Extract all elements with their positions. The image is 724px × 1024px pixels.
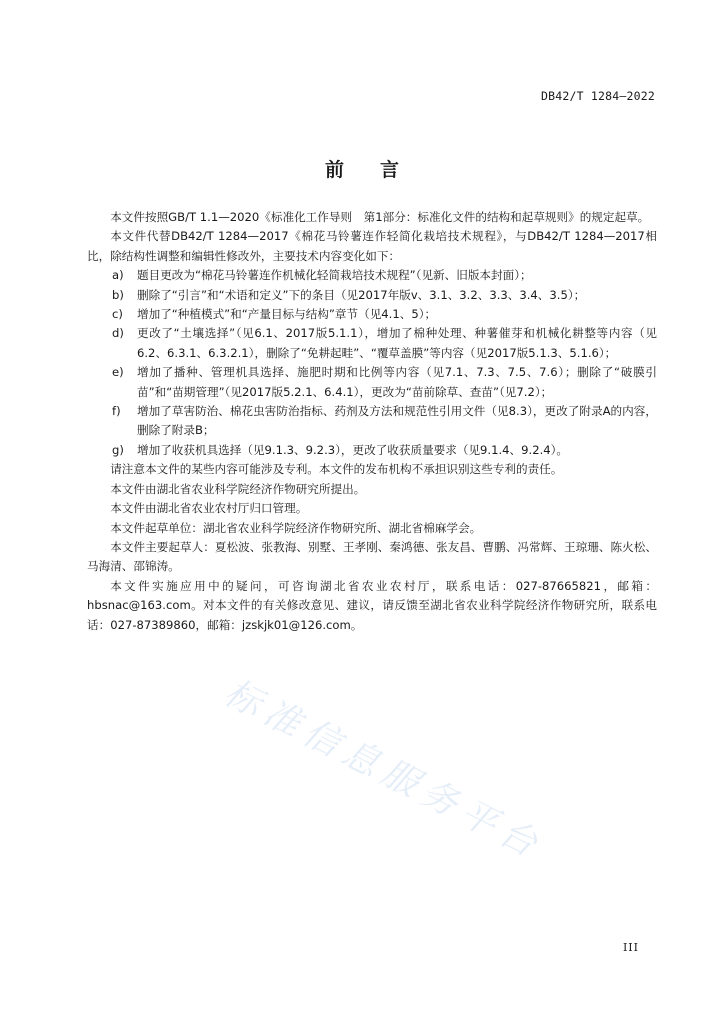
paragraph-proposer: 本文件由湖北省农业科学院经济作物研究所提出。: [110, 481, 366, 496]
list-item-label: d): [112, 326, 124, 341]
page-title: 前言: [324, 159, 435, 181]
list-item: [87, 402, 657, 441]
list-item-text: 增加了收获机具选择（见9.1.3、9.2.3），更改了收获质量要求（见9.1.4、9.2.4）。: [137, 442, 569, 457]
list-item: [87, 266, 657, 285]
watermark: 标准信息服务平台: [217, 672, 551, 869]
list-item-label: e): [112, 365, 124, 380]
list-item-label: b): [112, 287, 124, 302]
page-number: III: [622, 941, 639, 954]
list-item-label: a): [112, 268, 124, 283]
paragraph-patent-notice: 请注意本文件的某些内容可能涉及专利。本文件的发布机构不承担识别这些专利的责任。: [110, 462, 563, 477]
paragraph-replacement: 本文件代替DB42/T 1284—2017《棉花马铃薯连作轻简化栽培技术规程》，与DB42/T 1284—2017相比，除结构性调整和编辑性修改外，主要技术内容变化如下：: [87, 229, 657, 263]
list-item-label: c): [112, 307, 123, 322]
list-item-text: 增加了草害防治、棉花虫害防治指标、药剂及方法和规范性引用文件（见8.3），更改了附录A的内容，删除了附录B；: [137, 404, 657, 438]
list-item-text: 删除了“引言”和“术语和定义”下的条目（见2017年版ⅴ、3.1、3.2、3.3、3.4、3.5）；: [137, 287, 586, 302]
list-item: [87, 441, 657, 460]
list-item-text: 增加了“种植模式”和“产量目标与结构”章节（见4.1、5）；: [137, 307, 437, 322]
list-item: [87, 363, 657, 402]
paragraph-drafting-units: 本文件起草单位：湖北省农业科学院经济作物研究所、湖北省棉麻学会。: [110, 520, 482, 535]
list-item-label: f): [112, 404, 121, 419]
paragraph-drafters: 本文件主要起草人：夏松波、张教海、别墅、王孝刚、秦鸿德、张友昌、曹鹏、冯常辉、王琼珊、陈火松、马海清、邵锦涛。: [87, 539, 657, 574]
list-item: [87, 286, 657, 305]
list-item-label: g): [112, 442, 124, 457]
list-item: [87, 324, 657, 363]
list-item: [87, 305, 657, 324]
list-item-text: 题目更改为“棉花马铃薯连作机械化轻简栽培技术规程”（见新、旧版本封面）；: [137, 268, 532, 283]
changes-list: [87, 266, 657, 460]
standard-code: DB42/T 1284—2022: [541, 89, 655, 103]
paragraph-contact: 本文件实施应用中的疑问，可咨询湖北省农业农村厅，联系电话：027-87665821，邮箱：hbsnac@163.com。对本文件的有关修改意见、建议，请反馈至湖北省农业科学院经济作物研究所，联系电话：027-87389860，邮箱：jzskjk01@126.com。: [87, 578, 657, 632]
paragraph-administrator: 本文件由湖北省农业农村厅归口管理。: [110, 501, 308, 516]
foreword-body: [87, 208, 657, 635]
paragraph-drafting-rule: 本文件按照GB/T 1.1—2020《标准化工作导则 第1部分：标准化文件的结构和起草规则》的规定起草。: [110, 210, 650, 224]
list-item-text: 更改了“土壤选择”（见6.1、2017版5.1.1），增加了棉种处理、种薯催芽和机械化耕整等内容（见6.2、6.3.1、6.3.2.1），删除了“免耕起畦”、“覆草盖膜”等内容（见2017版5.1.3、5.1.6）；: [137, 326, 657, 360]
list-item-text: 增加了播种、管理机具选择、施肥时期和比例等内容（见7.1、7.3、7.5、7.6）；删除了“破膜引苗”和“苗期管理”（见2017版5.2.1、6.4.1），更改为“苗前除草、查苗”（见7.2）；: [137, 365, 657, 399]
